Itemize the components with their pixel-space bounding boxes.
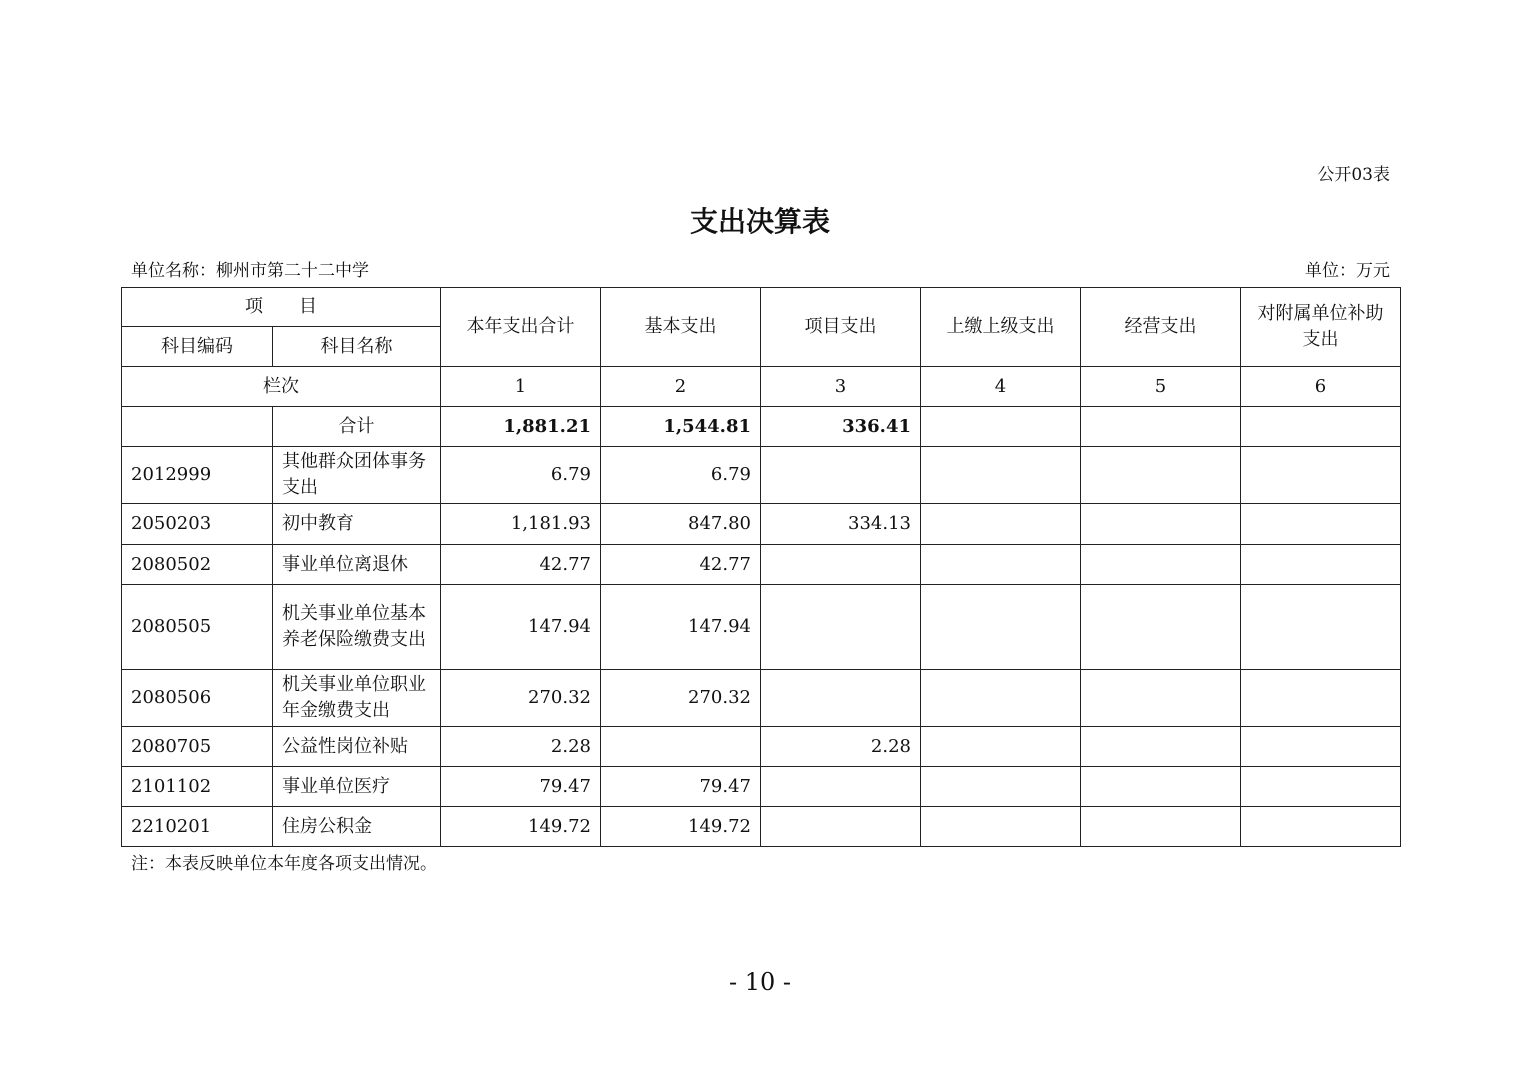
column-number: 6 — [1241, 367, 1401, 407]
page-number: - 10 - — [728, 968, 791, 996]
table-row — [122, 585, 1401, 670]
header-name: 科目名称 — [273, 327, 441, 367]
cell-code: 2210201 — [122, 807, 273, 847]
cell-basic: 79.47 — [601, 767, 761, 807]
cell-subsidy — [1241, 807, 1401, 847]
cell-business — [1081, 585, 1241, 670]
cell-project: 2.28 — [761, 727, 921, 767]
cell-code: 2080502 — [122, 545, 273, 585]
cell-subsidy — [1241, 545, 1401, 585]
cell-code: 2080506 — [122, 670, 273, 727]
cell-total: 270.32 — [441, 670, 601, 727]
header-code: 科目编码 — [122, 327, 273, 367]
cell-project — [761, 545, 921, 585]
table-row — [122, 447, 1401, 504]
table-note: 注：本表反映单位本年度各项支出情况。 — [131, 854, 437, 874]
cell-code — [122, 407, 273, 447]
table-row — [122, 545, 1401, 585]
cell-name: 机关事业单位基本养老保险缴费支出 — [273, 585, 441, 670]
cell-upper — [921, 407, 1081, 447]
header-item: 项 目 — [122, 288, 441, 327]
cell-name: 其他群众团体事务支出 — [273, 447, 441, 504]
cell-name: 事业单位医疗 — [273, 767, 441, 807]
cell-business — [1081, 670, 1241, 727]
cell-business — [1081, 767, 1241, 807]
cell-name: 机关事业单位职业年金缴费支出 — [273, 670, 441, 727]
cell-upper — [921, 670, 1081, 727]
page-title: 支出决算表 — [689, 205, 830, 238]
cell-total: 2.28 — [441, 727, 601, 767]
cell-upper — [921, 767, 1081, 807]
column-number: 5 — [1081, 367, 1241, 407]
cell-subsidy — [1241, 447, 1401, 504]
cell-project — [761, 447, 921, 504]
expenditure-table — [121, 287, 1401, 847]
column-number: 2 — [601, 367, 761, 407]
cell-basic: 42.77 — [601, 545, 761, 585]
cell-upper — [921, 447, 1081, 504]
cell-subsidy — [1241, 767, 1401, 807]
cell-upper — [921, 504, 1081, 545]
cell-subsidy — [1241, 585, 1401, 670]
header-upper: 上缴上级支出 — [921, 288, 1081, 367]
cell-basic: 147.94 — [601, 585, 761, 670]
cell-name: 事业单位离退休 — [273, 545, 441, 585]
header-basic: 基本支出 — [601, 288, 761, 367]
cell-business — [1081, 727, 1241, 767]
cell-project — [761, 807, 921, 847]
form-number: 公开03表 — [1317, 165, 1390, 185]
cell-name: 公益性岗位补贴 — [273, 727, 441, 767]
cell-total: 1,181.93 — [441, 504, 601, 545]
cell-total: 79.47 — [441, 767, 601, 807]
header-project: 项目支出 — [761, 288, 921, 367]
cell-subsidy — [1241, 504, 1401, 545]
column-number-label: 栏次 — [122, 367, 441, 407]
header-total: 本年支出合计 — [441, 288, 601, 367]
cell-upper — [921, 585, 1081, 670]
header-business: 经营支出 — [1081, 288, 1241, 367]
cell-business — [1081, 545, 1241, 585]
cell-business — [1081, 447, 1241, 504]
currency-unit: 单位：万元 — [1305, 261, 1390, 281]
cell-subsidy — [1241, 670, 1401, 727]
cell-basic: 6.79 — [601, 447, 761, 504]
table-row — [122, 807, 1401, 847]
cell-project — [761, 670, 921, 727]
cell-basic: 270.32 — [601, 670, 761, 727]
cell-total: 6.79 — [441, 447, 601, 504]
cell-business — [1081, 407, 1241, 447]
cell-project — [761, 767, 921, 807]
cell-business — [1081, 504, 1241, 545]
cell-total: 42.77 — [441, 545, 601, 585]
cell-code: 2012999 — [122, 447, 273, 504]
total-row — [122, 407, 1401, 447]
table-row — [122, 670, 1401, 727]
cell-code: 2050203 — [122, 504, 273, 545]
column-number: 4 — [921, 367, 1081, 407]
column-number: 1 — [441, 367, 601, 407]
cell-project: 334.13 — [761, 504, 921, 545]
total-amount: 1,881.21 — [441, 407, 601, 447]
cell-basic — [601, 727, 761, 767]
cell-basic: 149.72 — [601, 807, 761, 847]
cell-name: 初中教育 — [273, 504, 441, 545]
column-number: 3 — [761, 367, 921, 407]
cell-total: 149.72 — [441, 807, 601, 847]
cell-project — [761, 585, 921, 670]
total-basic: 1,544.81 — [601, 407, 761, 447]
cell-code: 2080505 — [122, 585, 273, 670]
table-row — [122, 727, 1401, 767]
total-project: 336.41 — [761, 407, 921, 447]
cell-basic: 847.80 — [601, 504, 761, 545]
cell-upper — [921, 545, 1081, 585]
cell-code: 2080705 — [122, 727, 273, 767]
cell-upper — [921, 727, 1081, 767]
cell-upper — [921, 807, 1081, 847]
cell-total: 147.94 — [441, 585, 601, 670]
cell-subsidy — [1241, 407, 1401, 447]
cell-name: 住房公积金 — [273, 807, 441, 847]
cell-code: 2101102 — [122, 767, 273, 807]
cell-subsidy — [1241, 727, 1401, 767]
header-subsidy: 对附属单位补助支出 — [1241, 288, 1401, 367]
table-row — [122, 767, 1401, 807]
table-row — [122, 504, 1401, 545]
cell-business — [1081, 807, 1241, 847]
total-label: 合计 — [273, 407, 441, 447]
unit-name: 单位名称：柳州市第二十二中学 — [131, 261, 369, 281]
